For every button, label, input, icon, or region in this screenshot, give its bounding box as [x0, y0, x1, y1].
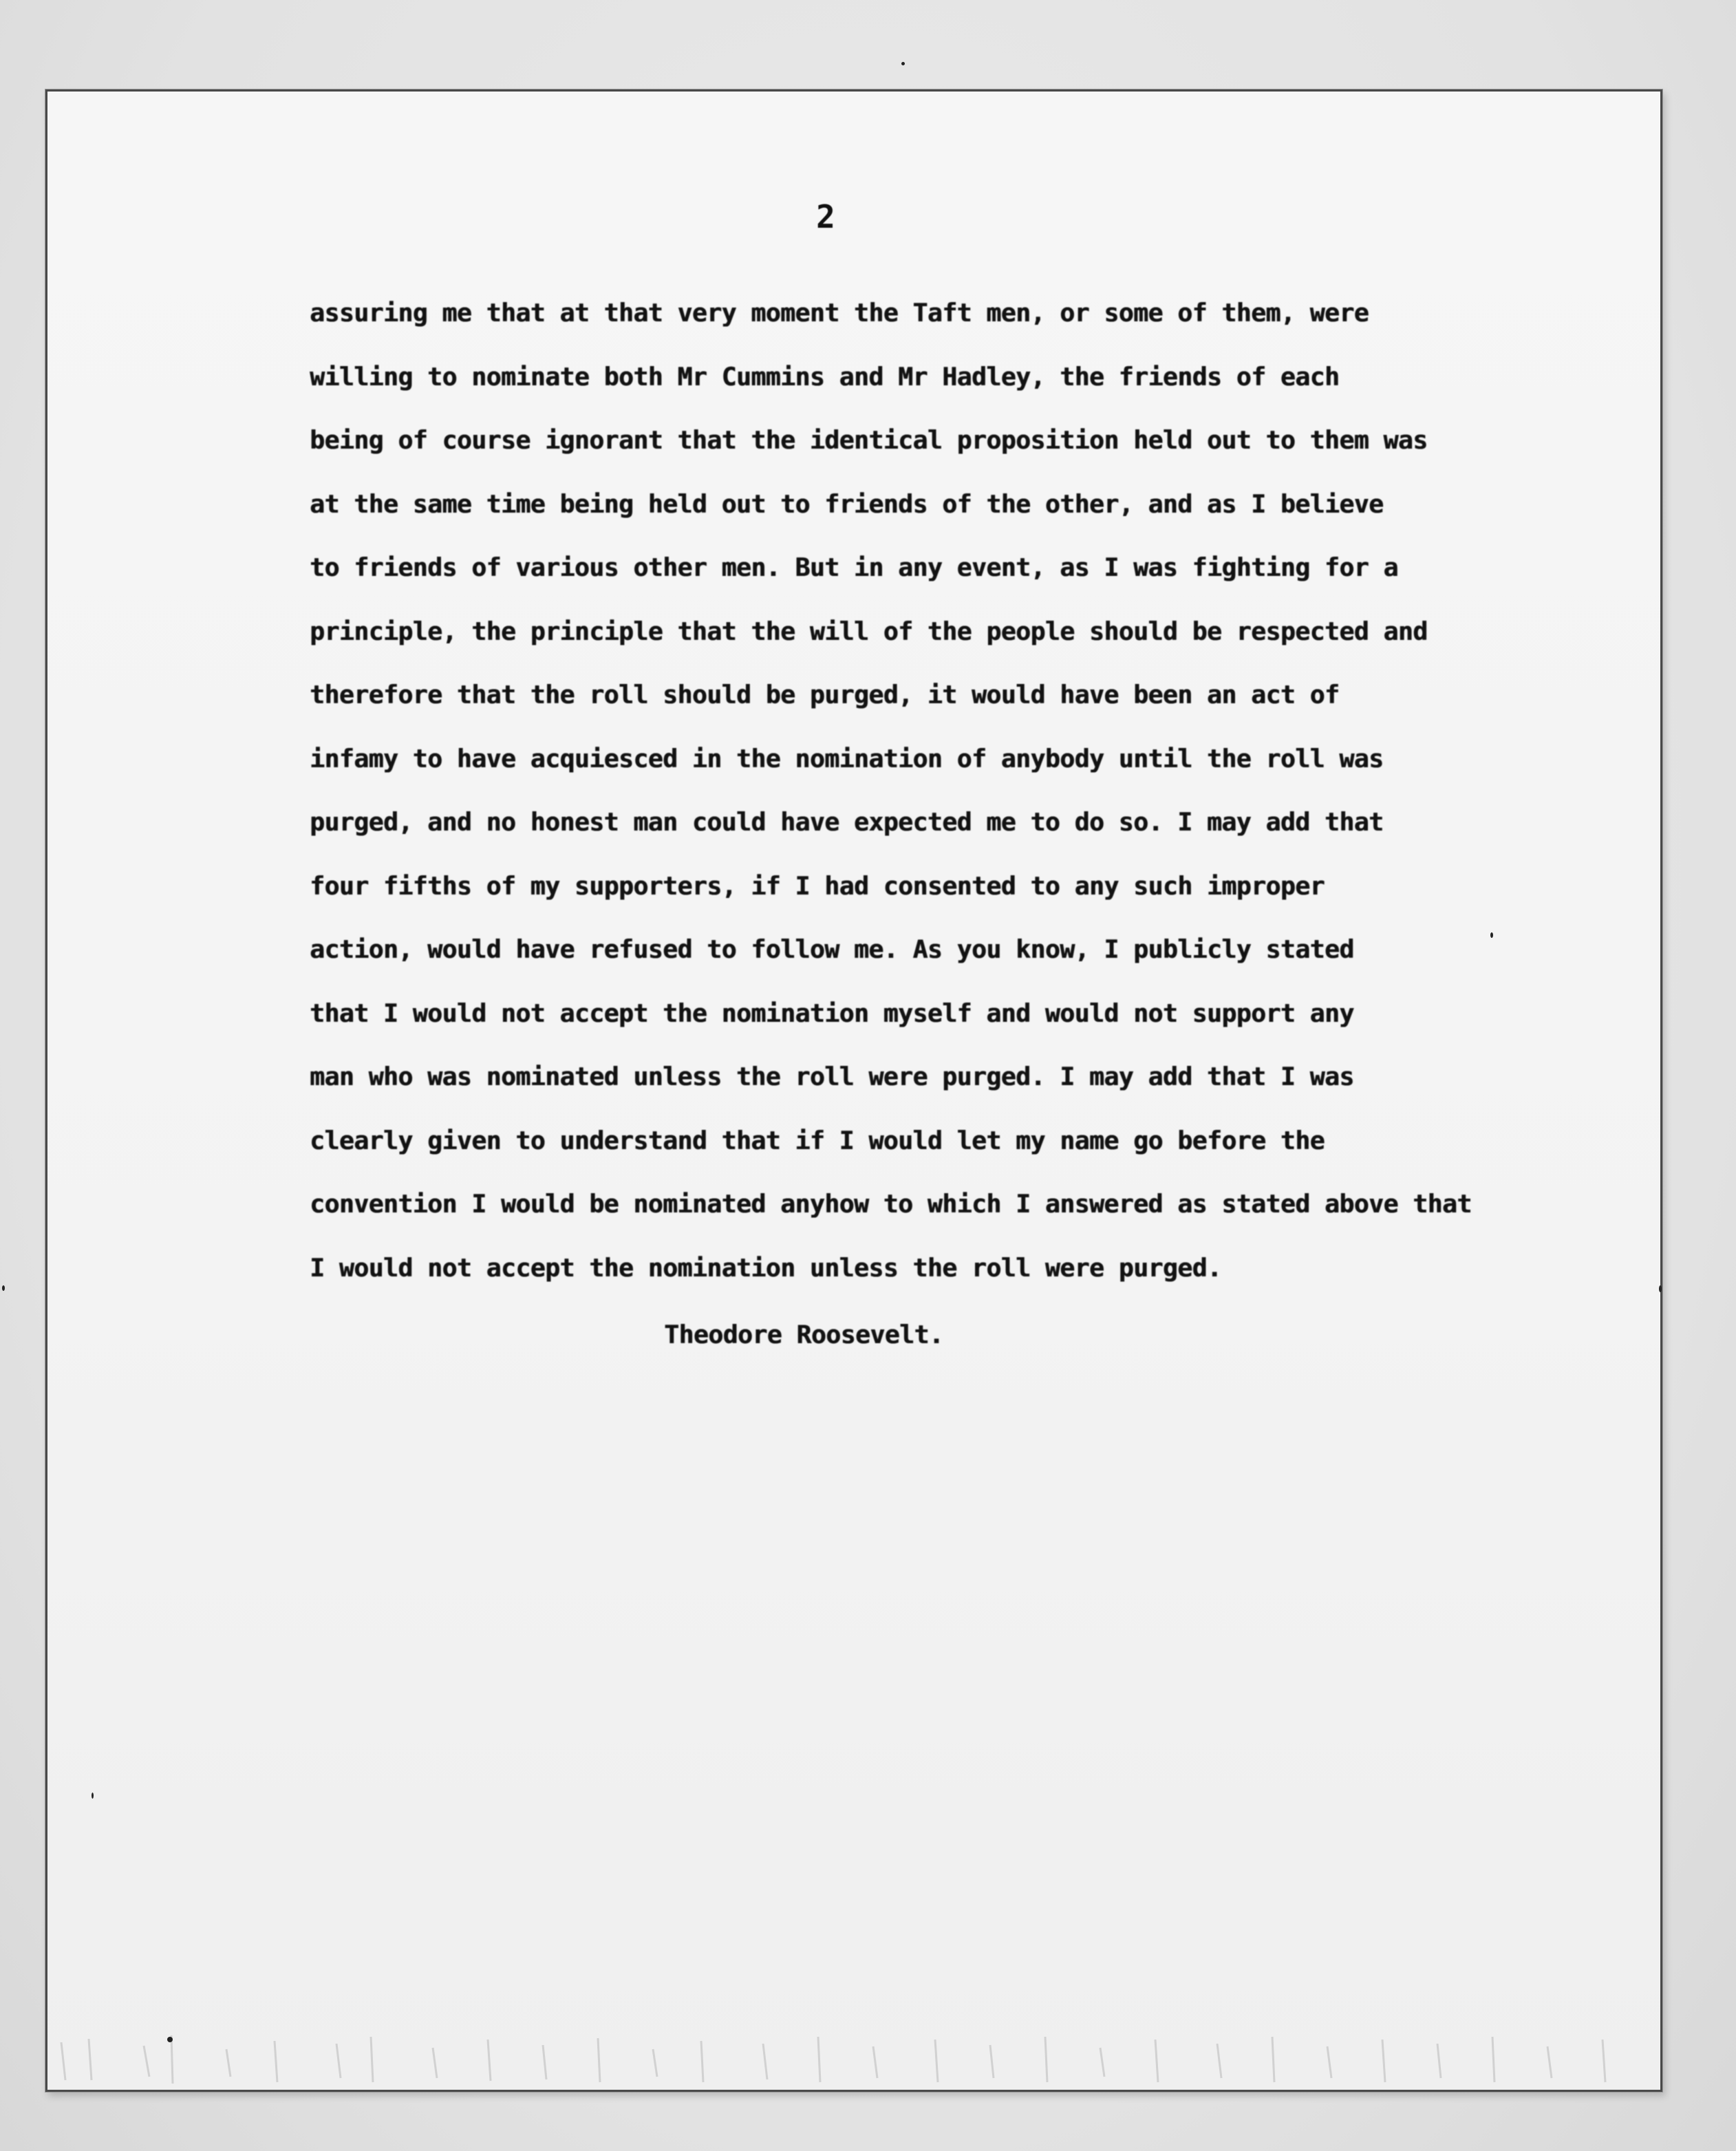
- dust-speck: [901, 62, 905, 65]
- dust-speck: [92, 1792, 94, 1799]
- body-line: four fifths of my supporters, if I had consented to any such improper: [310, 870, 1325, 901]
- body-line: therefore that the roll should be purged, it would have been an act of: [310, 680, 1340, 709]
- body-line: being of course ignorant that the identical proposition held out to them was: [310, 425, 1428, 455]
- body-line: at the same time being held out to friends of the other, and as I believe: [310, 489, 1384, 519]
- body-line: action, would have refused to follow me. As you know, I publicly stated: [310, 934, 1354, 964]
- dust-speck: [2, 1285, 5, 1291]
- dust-speck: [1490, 932, 1493, 938]
- body-line: convention I would be nominated anyhow to which I answered as stated above that: [310, 1189, 1472, 1219]
- body-line: principle, the principle that the will of the people should be respected and: [310, 616, 1428, 646]
- letter-body: [310, 292, 1507, 1311]
- page-number: 2: [816, 198, 835, 235]
- body-line: I would not accept the nomination unless the roll were purged.: [310, 1252, 1222, 1283]
- dust-speck: [1659, 1285, 1662, 1292]
- body-line: assuring me that at that very moment the Taft men, or some of them, were: [310, 298, 1369, 328]
- body-line: willing to nominate both Mr Cummins and Mr Hadley, the friends of each: [310, 361, 1340, 392]
- body-line: clearly given to understand that if I would let my name go before the: [310, 1125, 1325, 1155]
- dust-speck: [167, 2037, 173, 2042]
- body-line: to friends of various other men. But in any event, as I was fighting for a: [310, 553, 1398, 582]
- body-line: infamy to have acquiesced in the nomination of anybody until the roll was: [310, 743, 1384, 773]
- body-line: man who was nominated unless the roll were purged. I may add that I was: [310, 1062, 1354, 1091]
- body-line: purged, and no honest man could have expected me to do so. I may add that: [310, 807, 1384, 837]
- body-line: that I would not accept the nomination myself and would not support any: [310, 998, 1354, 1028]
- bleed-through-marks: [47, 2029, 1664, 2090]
- signature-line: Theodore Roosevelt.: [664, 1320, 944, 1349]
